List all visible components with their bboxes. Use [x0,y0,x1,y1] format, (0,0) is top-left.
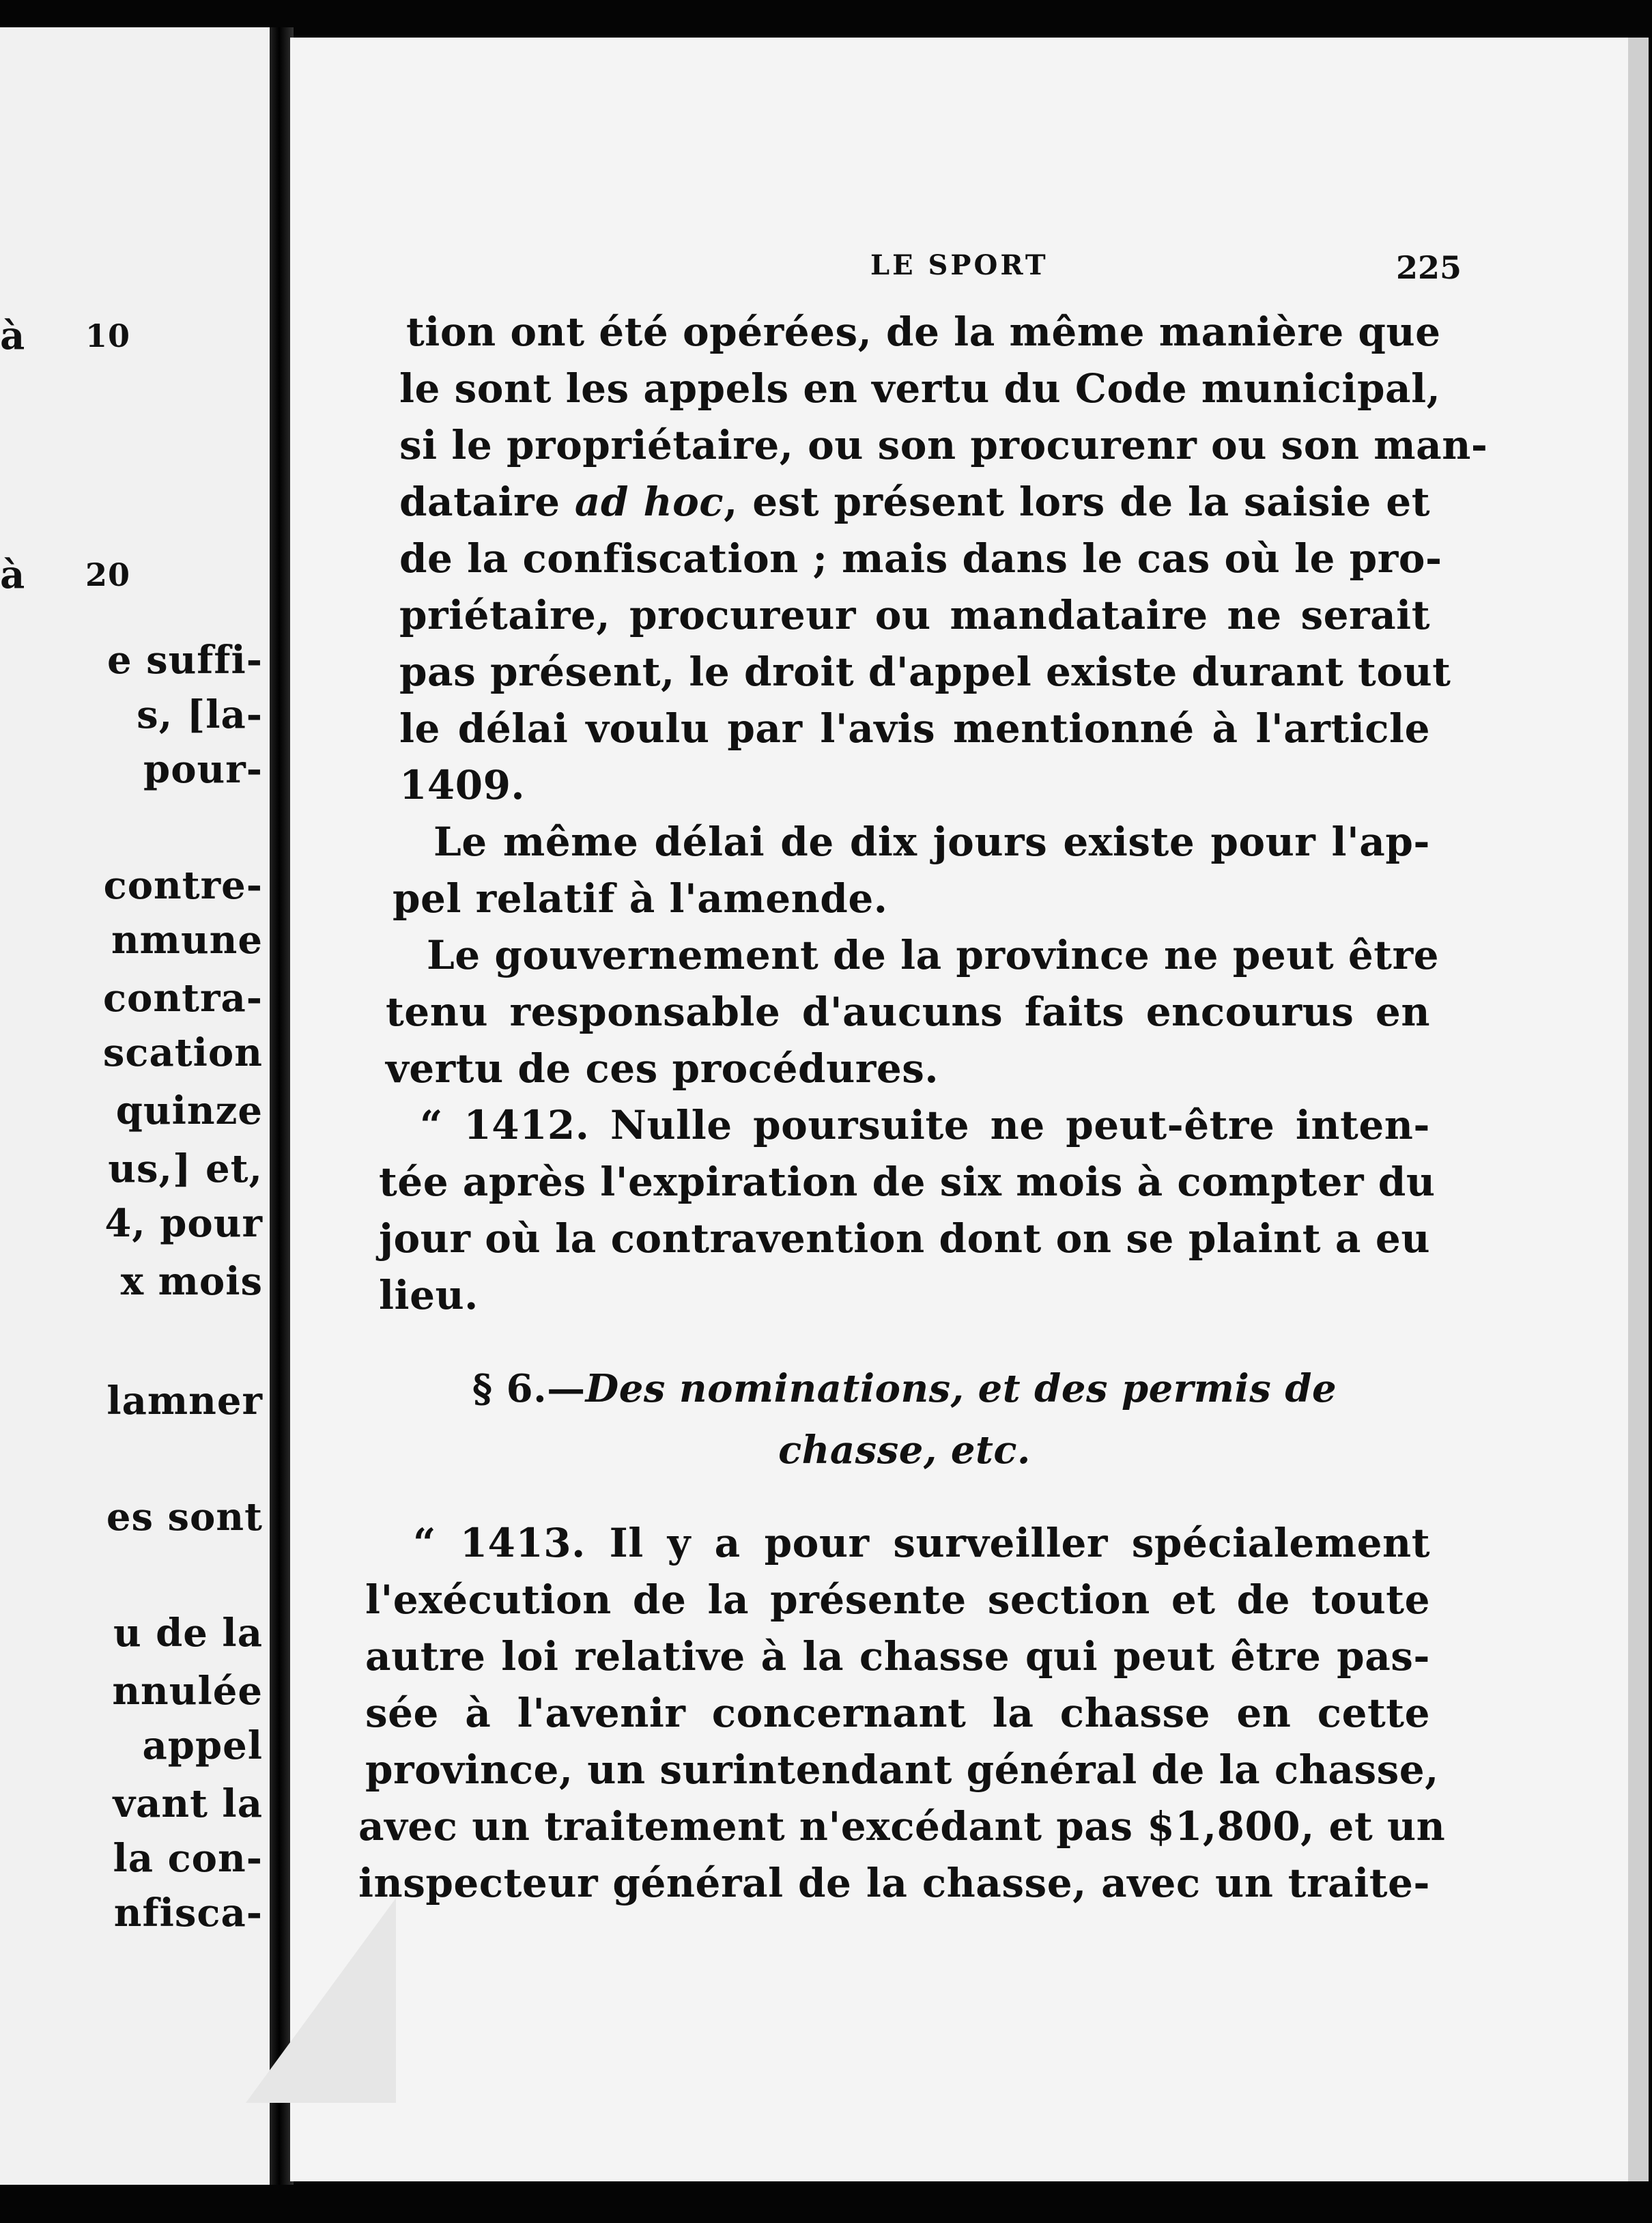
left-line: s, [la- [137,692,263,737]
text-line: “ 1412. Nulle poursuite ne peut-être inten- [420,1102,1430,1148]
left-line: quinze [115,1088,263,1133]
italic-phrase: ad hoc [574,479,724,525]
text-line: sée à l'avenir concernant la chasse en cette [365,1690,1430,1736]
section-mark: § 6.— [472,1366,586,1411]
page-body [358,304,1488,1912]
text-line: le sont les appels en vertu du Code municipal, [399,365,1441,412]
text-line: priétaire, procureur ou mandataire ne serait [399,592,1430,638]
text-line: vertu de ces procédures. [386,1045,939,1092]
left-line: pour- [143,747,263,792]
text-line: Le gouvernement de la province ne peut être [427,932,1440,978]
left-line: u de la [113,1611,263,1656]
text-line: l'exécution de la présente section et de toute [365,1576,1430,1623]
text-line: tenu responsable d'aucuns faits encourus en [386,989,1430,1035]
left-line: e suffi- [106,638,263,683]
text-line: lieu. [379,1272,479,1318]
text-line: autre loi relative à la chasse qui peut être pas- [365,1633,1430,1680]
text-line: dataire ad hoc, est présent lors de la saisie et [399,479,1430,525]
paragraph [399,304,1488,814]
text-line: pel relatif à l'amende. [393,875,888,922]
left-line: vant la [113,1781,263,1826]
left-line: nfisca- [113,1891,263,1936]
left-line: nmune [111,918,263,963]
facing-page-fragment: à 10 à 20 e suffi- s, [la- pour- contre- nmune contra- scation quinze us,] et, 4, pour x mois lamner es sont u de la nnulée appel vant la la con- nfisca- [0,27,274,2185]
left-line: appel [142,1723,263,1768]
paragraph [386,927,1440,1097]
left-line: contra- [102,976,263,1021]
page-header [290,249,1462,304]
text-line: “ 1413. Il y a pour surveiller spécialement [413,1520,1430,1566]
left-line: lamner [106,1378,263,1424]
text-line: si le propriétaire, ou son procurenr ou son man- [399,422,1488,468]
text-line: le délai voulu par l'avis mentionné à l'article [399,705,1430,752]
text-line: tion ont été opérées, de la même manière que [406,309,1441,355]
left-line: nnulée [112,1669,263,1714]
text-line: 1409. [399,762,526,808]
paragraph [379,1097,1436,1324]
left-line: us,] et, [108,1146,263,1191]
text-line: pas présent, le droit d'appel existe durant tout [399,649,1451,695]
text-line: province, un surintendant général de la chasse, [365,1746,1439,1793]
book-page [290,38,1649,2181]
left-line: contre- [103,863,263,908]
heading-line [379,1358,1430,1419]
text-line: tée après l'expiration de six mois à compter du [379,1159,1436,1205]
text-line: inspecteur général de la chasse, avec un traite- [358,1860,1430,1906]
section-heading [406,1358,1430,1481]
left-line: scation [102,1030,263,1075]
text-line: jour où la contravention dont on se plaint a eu [379,1215,1430,1262]
folded-page-corner [246,1898,396,2103]
heading-line: chasse, etc. [778,1428,1031,1473]
text-line: Le même délai de dix jours existe pour l'ap- [433,819,1430,865]
running-title: LE SPORT [870,249,1049,281]
paragraph [358,1515,1446,1912]
section-title: Des nominations, et des permis de [585,1366,1337,1411]
left-line: la con- [113,1836,263,1881]
left-line: es sont [106,1495,263,1540]
left-line: 4, pour [104,1201,263,1246]
page-number: 225 [1396,249,1462,286]
text-line: avec un traitement n'excédant pas $1,800, et un [358,1803,1446,1850]
text-line: de la confiscation ; mais dans le cas où le pro- [399,535,1442,582]
left-line: x mois [120,1259,263,1304]
paragraph [393,814,1430,927]
